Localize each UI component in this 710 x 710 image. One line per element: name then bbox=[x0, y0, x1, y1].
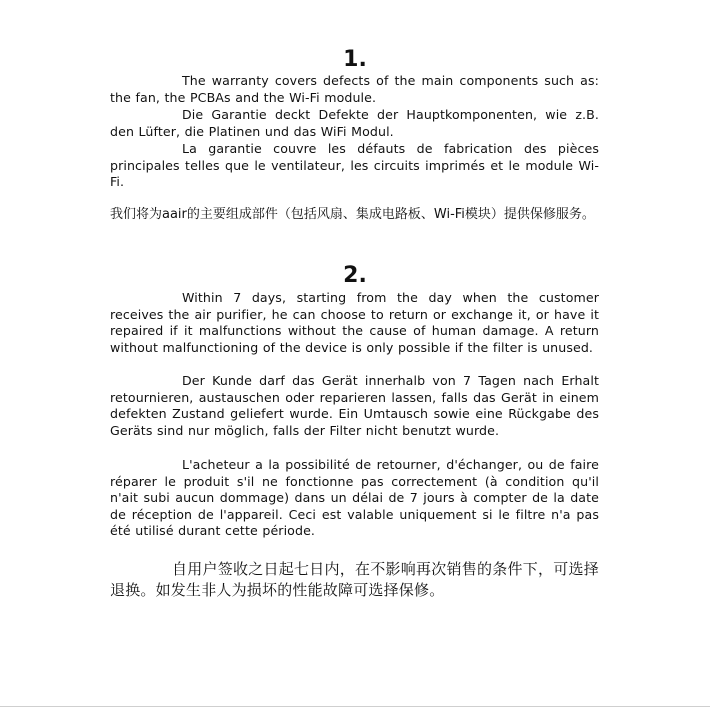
section-2-de-text: Der Kunde darf das Gerät innerhalb von 7 Tagen nach Erhalt retournieren, austauschen oder reparieren lassen, falls das Gerät in einem defekten Zustand geliefert wurde. Ein Umtausch sowie eine Rückgabe des Geräts sind nur möglich, falls der Filter nicht benutzt wurde. bbox=[110, 373, 599, 438]
section-2-number: 2. bbox=[343, 263, 367, 288]
section-2-en-paragraph bbox=[110, 290, 599, 356]
section-1-fr-paragraph bbox=[110, 141, 599, 191]
section-1-de-text: Die Garantie deckt Defekte der Hauptkomponenten, wie z.B. den Lüfter, die Platinen und das WiFi Modul. bbox=[110, 107, 599, 139]
section-2-fr-text: L'acheteur a la possibilité de retourner, d'échanger, ou de faire réparer le produit s'il ne fonctionne pas correctement (à condition qu'il n'ait subi aucun dommage) dans un délai de 7 jours à compter de la date de réception de l'appareil. Ceci est valable uniquement si le filtre n'a pas été utilisé durant cette période. bbox=[110, 457, 599, 539]
section-1-de-paragraph bbox=[110, 107, 599, 140]
section-1-number: 1. bbox=[343, 47, 367, 72]
section-2-fr-paragraph bbox=[110, 457, 599, 540]
section-1-en-text: The warranty covers defects of the main components such as: the fan, the PCBAs and the Wi-Fi module. bbox=[110, 73, 599, 105]
section-2-de-paragraph bbox=[110, 373, 599, 439]
section-2-en-text: Within 7 days, starting from the day when the customer receives the air purifier, he can choose to return or exchange it, or have it repaired if it malfunctions without the cause of human damage. A return without malfunctioning of the device is only possible if the filter is unused. bbox=[110, 290, 599, 355]
page-bottom-rule bbox=[0, 706, 710, 707]
section-2-zh-paragraph bbox=[110, 559, 599, 601]
section-1-zh-paragraph: 我们将为aair的主要组成部件（包括风扇、集成电路板、Wi-Fi模块）提供保修服务。 bbox=[110, 207, 595, 222]
section-1-fr-text: La garantie couvre les défauts de fabrication des pièces principales telles que le ventilateur, les circuits imprimés et le module Wi-Fi. bbox=[110, 141, 599, 190]
section-1-en-paragraph bbox=[110, 73, 599, 106]
section-2-zh-text: 自用户签收之日起七日内，在不影响再次销售的条件下，可选择退换。如发生非人为损坏的性能故障可选择保修。 bbox=[110, 560, 599, 599]
